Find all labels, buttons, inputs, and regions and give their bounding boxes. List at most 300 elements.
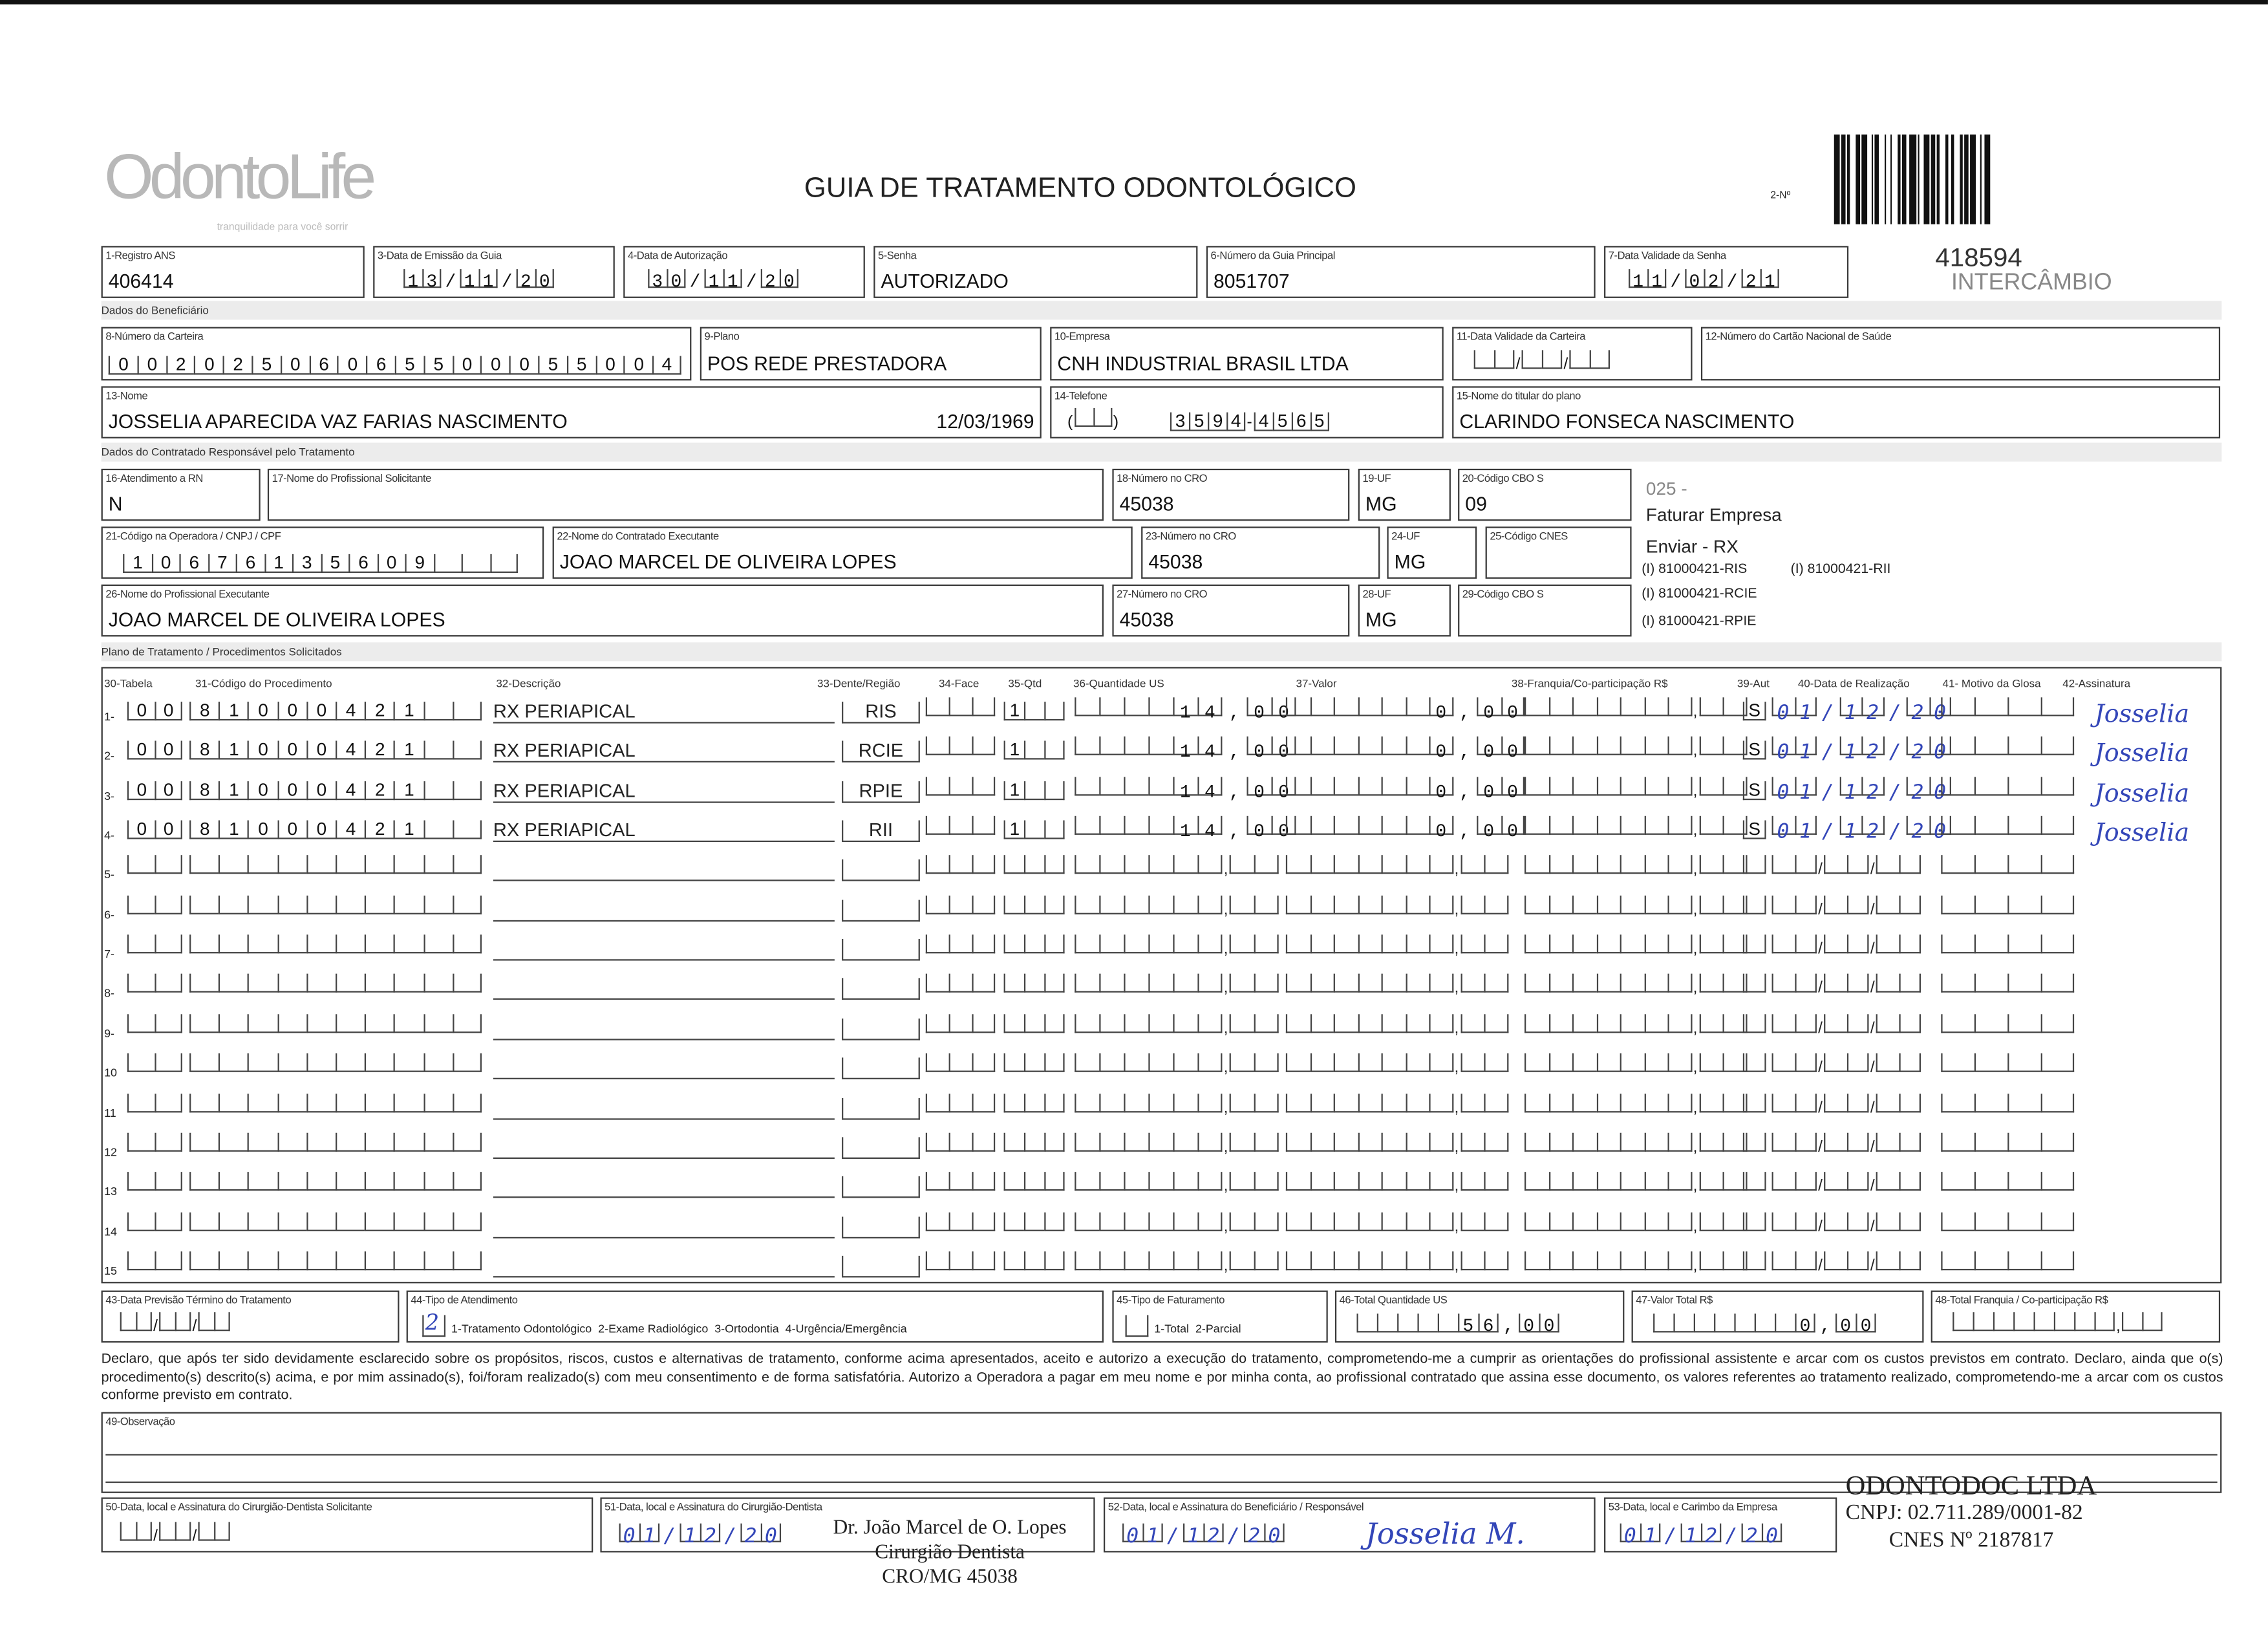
cell-tabela[interactable] [127, 697, 182, 723]
cell-qtd-us[interactable] [1075, 816, 1303, 843]
digit-cell [1044, 821, 1064, 839]
cell-codigo[interactable] [189, 1053, 482, 1079]
field-cro-23[interactable] [1141, 526, 1380, 579]
cell-aut[interactable] [1743, 975, 1766, 1000]
cell-codigo[interactable] [189, 1212, 482, 1238]
field-cnes[interactable] [1486, 526, 1632, 579]
table-row[interactable] [102, 892, 2222, 924]
field-contratado-executante[interactable] [553, 526, 1133, 579]
cell-qtd-us[interactable]: , [1075, 1212, 1279, 1238]
table-row[interactable] [102, 734, 2222, 769]
cell-dente[interactable]: RII [842, 821, 920, 843]
cell-tabela[interactable] [127, 1251, 182, 1277]
cell-dente[interactable]: RIS [842, 702, 920, 724]
cell-qtd-us[interactable]: , [1075, 1172, 1279, 1198]
table-row[interactable] [102, 1248, 2222, 1280]
cell-valor[interactable]: , [1286, 1093, 1508, 1119]
cell-qtd[interactable] [1004, 1251, 1065, 1277]
date-cells [1620, 1524, 1786, 1548]
field-numero-carteira[interactable] [102, 327, 692, 381]
digit-cell [1405, 856, 1429, 874]
table-row[interactable] [102, 1090, 2222, 1122]
cell-qtd[interactable] [1004, 737, 1065, 763]
cell-data-realizacao[interactable] [1772, 737, 1956, 765]
digit-cell [1075, 1212, 1099, 1231]
cell-tabela[interactable] [127, 777, 182, 803]
digit-cell: 6 [1291, 413, 1310, 431]
cell-franquia[interactable]: , [1524, 895, 1747, 921]
digit-cell [1620, 737, 1644, 756]
cell-glosa[interactable] [1941, 1014, 2074, 1040]
cell-dente[interactable] [842, 1137, 920, 1159]
field-cro-18[interactable] [1112, 469, 1349, 521]
field-total-franquia[interactable] [1931, 1291, 2220, 1343]
cell-descricao[interactable]: RX PERIAPICAL [493, 821, 835, 843]
field-telefone[interactable] [1050, 386, 1444, 438]
digit-cell [1286, 737, 1310, 756]
cell-qtd-us[interactable] [1075, 777, 1303, 803]
cell-dente[interactable] [842, 1216, 920, 1238]
field-validade-senha[interactable] [1604, 246, 1848, 298]
digit-cell [219, 1172, 248, 1191]
digit-cell: 0 [277, 702, 306, 720]
cell-descricao[interactable] [493, 860, 835, 882]
digit-cell [1484, 1053, 1508, 1072]
field-guia-principal[interactable] [1206, 246, 1596, 298]
field-plano[interactable] [700, 327, 1042, 381]
cell-assinatura[interactable]: Josselia [2094, 700, 2190, 729]
digit-cell [1846, 1014, 1869, 1033]
field-cartao-nacional-saude[interactable] [1701, 327, 2220, 381]
field-label: 1-Registro ANS [105, 248, 176, 262]
field-label: 14-Telefone [1054, 389, 1107, 402]
table-row[interactable] [102, 1051, 2222, 1083]
field-data-emissao[interactable] [373, 246, 615, 298]
cell-aut[interactable] [1743, 1053, 1766, 1079]
cell-face[interactable] [926, 1093, 995, 1119]
cell-aut[interactable] [1743, 1093, 1766, 1119]
field-valor-total[interactable] [1632, 1291, 1924, 1343]
cell-valor[interactable]: , [1286, 1014, 1508, 1040]
cell-descricao[interactable] [493, 939, 835, 961]
digit-cell [1382, 1014, 1406, 1033]
field-registro-ans[interactable] [102, 246, 365, 298]
cell-aut[interactable] [1743, 856, 1766, 881]
cell-aut[interactable] [1743, 697, 1766, 723]
digit-cell [1596, 697, 1620, 716]
cell-tabela[interactable] [127, 1212, 182, 1238]
cell-data-realizacao[interactable]: / / [1772, 1093, 1921, 1119]
cell-dente[interactable]: RCIE [842, 741, 920, 763]
cell-tabela[interactable] [127, 1093, 182, 1119]
cell-descricao[interactable] [493, 900, 835, 922]
digit-cell [1772, 1212, 1795, 1231]
cell-valor[interactable]: , [1286, 1053, 1508, 1079]
cell-qtd[interactable] [1004, 1172, 1065, 1198]
cell-descricao[interactable]: RX PERIAPICAL [493, 741, 835, 763]
cell-tabela[interactable] [127, 1172, 182, 1198]
page-title: GUIA DE TRATAMENTO ODONTOLÓGICO [804, 172, 1356, 204]
cell-data-realizacao[interactable]: / / [1772, 975, 1921, 1000]
cell-data-realizacao[interactable]: / / [1772, 1132, 1921, 1158]
digit-cell [1286, 777, 1310, 795]
table-row[interactable] [102, 1209, 2222, 1240]
field-profissional-solicitante[interactable] [268, 469, 1104, 521]
cell-dente[interactable] [842, 1256, 920, 1278]
cell-descricao[interactable] [493, 1137, 835, 1159]
digit-cell [1673, 1313, 1693, 1332]
cell-face[interactable] [926, 816, 995, 842]
cell-valor[interactable]: , [1286, 895, 1508, 921]
cell-dente[interactable]: RPIE [842, 781, 920, 803]
cell-dente[interactable] [842, 860, 920, 882]
cell-valor[interactable]: , [1286, 934, 1508, 960]
cell-valor[interactable]: , [1286, 1172, 1508, 1198]
cell-dente[interactable] [842, 1176, 920, 1198]
digit-cell: 1 [1004, 821, 1024, 839]
cell-data-realizacao[interactable] [1772, 816, 1956, 844]
digit-cell: S [1743, 781, 1766, 799]
cell-data-realizacao[interactable]: / / [1772, 1172, 1921, 1198]
cell-franquia[interactable]: , [1524, 1093, 1747, 1119]
cell-descricao[interactable] [493, 1097, 835, 1119]
cell-codigo[interactable] [189, 975, 482, 1000]
cell-aut[interactable] [1743, 1172, 1766, 1198]
cell-face[interactable] [926, 934, 995, 960]
digit-cell [1772, 1093, 1795, 1112]
digit-cell [1973, 1312, 1993, 1331]
cell-qtd-us[interactable]: , [1075, 1132, 1279, 1158]
digit-cell [336, 975, 365, 993]
cell-qtd[interactable] [1004, 1212, 1065, 1238]
cell-valor[interactable]: , [1286, 1251, 1508, 1277]
field-titular-plano[interactable] [1452, 386, 2220, 438]
cell-aut[interactable] [1743, 777, 1766, 803]
cell-dente[interactable] [842, 1019, 920, 1041]
digit-cell [1694, 1313, 1714, 1332]
cell-franquia[interactable]: , [1524, 737, 1747, 763]
cell-qtd[interactable] [1004, 777, 1065, 803]
cell-data-realizacao[interactable]: / / [1772, 1053, 1921, 1079]
cell-face[interactable] [926, 777, 995, 803]
col-header-valor: 37-Valor [1296, 677, 1337, 691]
cell-tabela[interactable] [127, 856, 182, 881]
cell-glosa[interactable] [1941, 895, 2074, 921]
cell-codigo[interactable] [189, 737, 482, 763]
odontolife-logo: OdontoLife [104, 142, 372, 213]
cell-glosa[interactable] [1941, 1251, 2074, 1277]
cell-valor[interactable]: , [1286, 1132, 1508, 1158]
cell-codigo[interactable] [189, 777, 482, 803]
digit-cell [949, 1212, 972, 1231]
cell-franquia[interactable]: , [1524, 1172, 1747, 1198]
cell-face[interactable] [926, 1212, 995, 1238]
digit-cell [189, 1014, 219, 1033]
cell-qtd[interactable] [1004, 856, 1065, 881]
cell-descricao[interactable] [493, 1216, 835, 1238]
cell-dente[interactable] [842, 1058, 920, 1080]
table-row[interactable] [102, 773, 2222, 808]
cell-data-realizacao[interactable]: / / [1772, 1014, 1921, 1040]
table-row[interactable] [102, 1169, 2222, 1201]
digit-cell: 5 [1272, 413, 1291, 431]
cell-glosa[interactable] [1941, 777, 2074, 803]
digit-cell [219, 975, 248, 993]
cell-codigo[interactable] [189, 1014, 482, 1040]
field-uf-28[interactable] [1358, 585, 1451, 637]
cell-data-realizacao[interactable]: / / [1772, 1212, 1921, 1238]
digit-cells [123, 551, 518, 573]
cell-codigo[interactable] [189, 895, 482, 921]
cell-glosa[interactable] [1941, 1132, 2074, 1158]
digit-cell [1429, 1014, 1453, 1033]
cell-codigo[interactable] [189, 1172, 482, 1198]
digit-cell [120, 1522, 136, 1541]
field-tipo-faturamento[interactable] [1112, 1291, 1327, 1343]
field-tipo-atendimento[interactable] [407, 1291, 1104, 1343]
company-stamp-cnes: CNES Nº 2187817 [1888, 1529, 2054, 1553]
field-validade-carteira[interactable] [1452, 327, 1692, 381]
cell-data-realizacao[interactable] [1772, 777, 1956, 804]
cell-aut[interactable] [1743, 934, 1766, 960]
cell-tabela[interactable] [127, 737, 182, 763]
cell-glosa[interactable] [1941, 697, 2074, 723]
cell-dente[interactable] [842, 1097, 920, 1119]
digit-cell: 0 [624, 356, 652, 374]
cell-qtd[interactable] [1004, 1053, 1065, 1079]
digit-cell: 1 [264, 554, 292, 573]
cell-codigo[interactable] [189, 1093, 482, 1119]
cell-qtd-us[interactable]: , [1075, 1093, 1279, 1119]
cell-codigo[interactable] [189, 856, 482, 881]
cell-aut[interactable] [1743, 1251, 1766, 1277]
cell-codigo[interactable] [189, 1132, 482, 1158]
digit-cell [926, 697, 949, 716]
cell-face[interactable] [926, 737, 995, 763]
cell-face[interactable] [926, 697, 995, 723]
cell-assinatura[interactable]: Josselia [2094, 739, 2190, 769]
cell-qtd[interactable] [1004, 816, 1065, 842]
field-label: 11-Data Validade da Carteira [1456, 330, 1586, 343]
cell-data-realizacao[interactable]: / / [1772, 856, 1921, 881]
cell-aut[interactable] [1743, 1014, 1766, 1040]
digit-cell [1824, 1053, 1846, 1072]
cell-qtd[interactable] [1004, 895, 1065, 921]
table-row[interactable] [102, 1011, 2222, 1042]
digit-cell [1667, 1014, 1691, 1033]
cell-descricao[interactable]: RX PERIAPICAL [493, 702, 835, 724]
cell-franquia[interactable]: , [1524, 1053, 1747, 1079]
field-uf-24[interactable] [1387, 526, 1477, 579]
cell-glosa[interactable] [1941, 975, 2074, 1000]
digit-cell [1382, 697, 1406, 716]
cell-valor[interactable]: , [1286, 856, 1508, 881]
cell-qtd[interactable] [1004, 1132, 1065, 1158]
cell-franquia[interactable]: , [1524, 816, 1747, 842]
cell-valor[interactable] [1286, 697, 1532, 724]
cell-descricao[interactable] [493, 1256, 835, 1278]
cell-valor[interactable]: , [1286, 1212, 1508, 1238]
cell-qtd[interactable] [1004, 975, 1065, 1000]
field-senha[interactable] [873, 246, 1197, 298]
digit-cell [1124, 737, 1148, 756]
cell-glosa[interactable] [1941, 1212, 2074, 1238]
cell-tabela[interactable] [127, 934, 182, 960]
cell-face[interactable] [926, 895, 995, 921]
cell-codigo[interactable] [189, 816, 482, 842]
cell-dente[interactable] [842, 939, 920, 961]
cell-face[interactable] [926, 1014, 995, 1040]
digit-cell [1460, 1251, 1484, 1270]
cell-aut[interactable] [1743, 1132, 1766, 1158]
cell-valor[interactable] [1286, 816, 1532, 843]
cell-assinatura[interactable]: Josselia [2094, 779, 2190, 808]
field-value: 45038 [1119, 609, 1174, 631]
cell-valor[interactable]: , [1286, 975, 1508, 1000]
section-beneficiario: Dados do Beneficiário [102, 301, 2222, 319]
cell-franquia[interactable]: , [1524, 1212, 1747, 1238]
digit-cell [1334, 895, 1358, 914]
cell-qtd[interactable] [1004, 934, 1065, 960]
cell-face[interactable] [926, 1251, 995, 1277]
cell-qtd-us[interactable]: , [1075, 1251, 1279, 1277]
cell-codigo[interactable] [189, 697, 482, 723]
cell-codigo[interactable] [189, 1251, 482, 1277]
cell-glosa[interactable] [1941, 816, 2074, 842]
digit-cell [1286, 1014, 1310, 1033]
digit-cell [1620, 934, 1644, 953]
cell-face[interactable] [926, 1132, 995, 1158]
cell-qtd-us[interactable] [1075, 697, 1303, 724]
cell-glosa[interactable] [1941, 1172, 2074, 1198]
cell-qtd-us[interactable]: , [1075, 934, 1279, 960]
table-row[interactable] [102, 853, 2222, 885]
table-row[interactable] [102, 932, 2222, 964]
field-uf-19[interactable] [1358, 469, 1451, 521]
field-cro-27[interactable] [1112, 585, 1349, 637]
digit-cell: 1 [394, 821, 423, 839]
cell-descricao[interactable] [493, 1019, 835, 1041]
cell-franquia[interactable]: , [1524, 934, 1747, 960]
cell-valor[interactable] [1286, 777, 1532, 803]
cell-data-realizacao[interactable]: / / [1772, 895, 1921, 921]
field-assinatura-beneficiario[interactable] [1104, 1498, 1596, 1553]
field-atendimento-rn[interactable] [102, 469, 261, 521]
cell-qtd-us[interactable]: , [1075, 895, 1279, 921]
cell-glosa[interactable] [1941, 934, 2074, 960]
cell-franquia[interactable]: , [1524, 1132, 1747, 1158]
cell-qtd[interactable] [1004, 1014, 1065, 1040]
field-profissional-executante[interactable] [102, 585, 1104, 637]
field-value: POS REDE PRESTADORA [707, 352, 947, 375]
digit-cell: 1 [123, 554, 151, 573]
field-assinatura-solicitante[interactable] [102, 1498, 594, 1553]
cell-dente[interactable] [842, 900, 920, 922]
digit-cell [394, 975, 423, 993]
date-cells [1122, 1524, 1289, 1548]
cell-qtd-us[interactable]: , [1075, 975, 1279, 1000]
cell-tabela[interactable] [127, 975, 182, 1000]
field-data-autorizacao[interactable] [623, 246, 865, 298]
digit-cell [1876, 975, 1899, 993]
cell-franquia[interactable]: , [1524, 1251, 1747, 1277]
cell-franquia[interactable]: , [1524, 777, 1747, 803]
cell-glosa[interactable] [1941, 1053, 2074, 1079]
field-value: 13/11/20 [407, 272, 559, 292]
cell-qtd-us[interactable]: , [1075, 1053, 1279, 1079]
col-header-face: 34-Face [938, 677, 979, 691]
table-row[interactable] [102, 813, 2222, 848]
cell-valor[interactable] [1286, 737, 1532, 763]
cell-glosa[interactable] [1941, 856, 2074, 881]
digit-cell [2041, 777, 2074, 795]
cell-tabela[interactable] [127, 895, 182, 921]
cell-franquia[interactable]: , [1524, 697, 1747, 723]
cell-tabela[interactable] [127, 1053, 182, 1079]
field-carimbo-empresa[interactable] [1604, 1498, 1837, 1553]
cell-qtd[interactable] [1004, 697, 1065, 723]
cell-descricao[interactable] [493, 1058, 835, 1080]
cell-aut[interactable] [1743, 737, 1766, 763]
cell-data-realizacao[interactable]: / / [1772, 1251, 1921, 1277]
table-row[interactable] [102, 971, 2222, 1003]
cell-codigo[interactable] [189, 934, 482, 960]
cell-glosa[interactable] [1941, 737, 2074, 763]
cell-descricao[interactable] [493, 1176, 835, 1198]
digit-cell [1254, 856, 1279, 874]
digit-cell: 0 [337, 356, 366, 374]
cell-tabela[interactable] [127, 1014, 182, 1040]
tipo-faturamento-checkbox[interactable] [1126, 1315, 1149, 1337]
cell-data-realizacao[interactable] [1772, 697, 1956, 725]
cell-franquia[interactable]: , [1524, 975, 1747, 1000]
cell-face[interactable] [926, 1053, 995, 1079]
digit-cell [926, 816, 949, 835]
field-cbo-20[interactable] [1458, 469, 1631, 521]
field-empresa[interactable] [1050, 327, 1444, 381]
cell-descricao[interactable] [493, 978, 835, 1000]
cell-qtd-us[interactable]: , [1075, 1014, 1279, 1040]
cell-qtd[interactable] [1004, 1093, 1065, 1119]
field-data-previsao[interactable] [102, 1291, 400, 1343]
cell-data-realizacao[interactable]: / / [1772, 934, 1921, 960]
table-row[interactable] [102, 695, 2222, 729]
field-total-quantidade-us[interactable] [1335, 1291, 1624, 1343]
cell-face[interactable] [926, 975, 995, 1000]
cell-assinatura[interactable]: Josselia [2094, 819, 2190, 848]
cell-aut[interactable] [1743, 895, 1766, 921]
cell-face[interactable] [926, 1172, 995, 1198]
cell-qtd-us[interactable] [1075, 737, 1303, 763]
field-label: 20-Código CBO S [1462, 471, 1544, 485]
cell-aut[interactable] [1743, 816, 1766, 842]
cell-descricao[interactable]: RX PERIAPICAL [493, 781, 835, 803]
field-nome[interactable] [102, 386, 1042, 438]
cell-franquia[interactable]: , [1524, 1014, 1747, 1040]
digit-cell [926, 1172, 949, 1191]
cell-qtd-us[interactable]: , [1075, 856, 1279, 881]
field-cbo-29[interactable] [1458, 585, 1631, 637]
cell-dente[interactable] [842, 978, 920, 1000]
cell-aut[interactable] [1743, 1212, 1766, 1238]
cell-tabela[interactable] [127, 1132, 182, 1158]
cell-face[interactable] [926, 856, 995, 881]
cell-tabela[interactable] [127, 816, 182, 842]
field-codigo-operadora[interactable] [102, 526, 544, 579]
cell-franquia[interactable]: , [1524, 856, 1747, 881]
table-row[interactable] [102, 1130, 2222, 1161]
cell-glosa[interactable] [1941, 1093, 2074, 1119]
